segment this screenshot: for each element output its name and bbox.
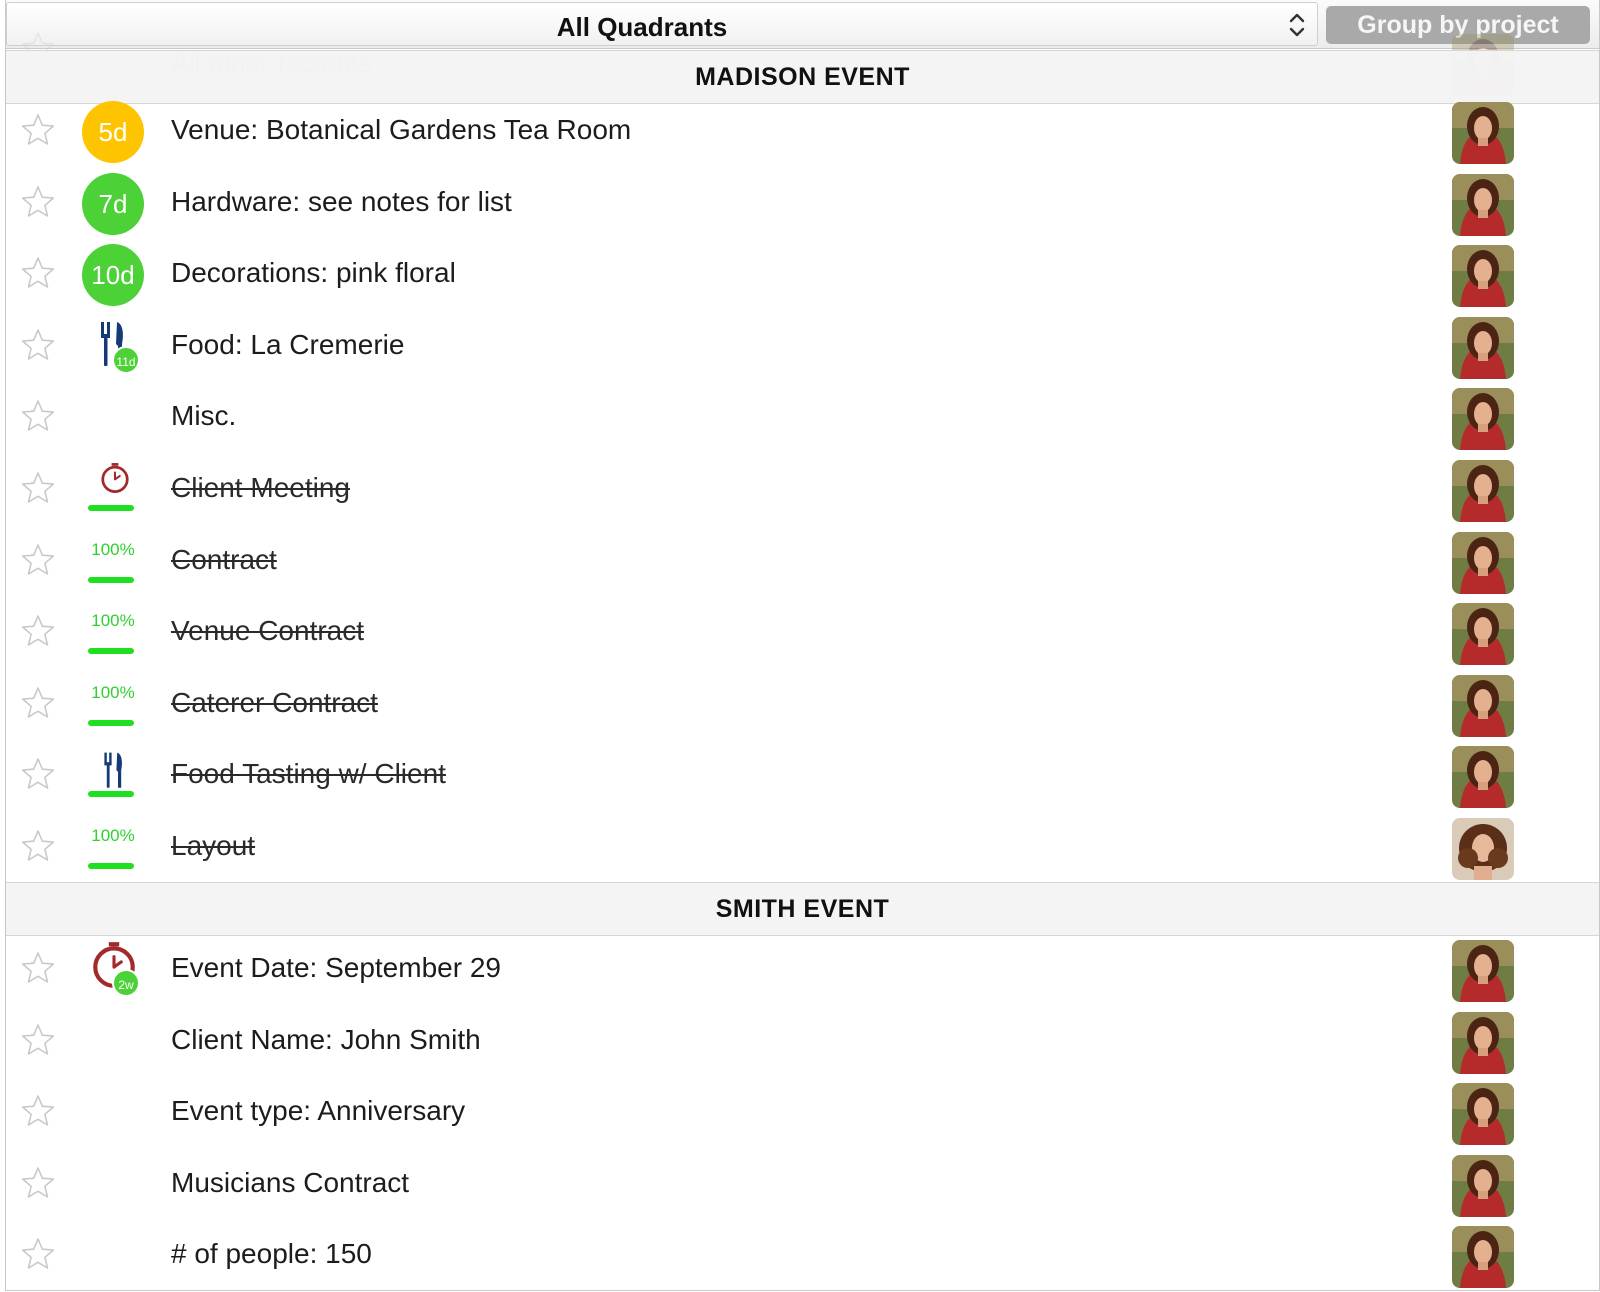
progress-bar [88, 648, 134, 654]
task-title[interactable]: Food: La Cremerie [171, 328, 405, 360]
clock-icon [98, 461, 132, 500]
task-title[interactable]: Contract [171, 543, 277, 575]
task-row[interactable] [6, 98, 1599, 171]
task-row[interactable] [6, 671, 1599, 744]
task-title[interactable]: Event Date: September 29 [171, 952, 501, 983]
quadrant-select[interactable] [6, 2, 1318, 46]
up-down-chevron-icon [1285, 9, 1309, 41]
star-icon[interactable] [20, 112, 56, 148]
group-by-project-button[interactable]: Group by project [1326, 6, 1590, 44]
toolbar [6, 0, 1599, 49]
due-weeks-mini-badge: 2w [112, 969, 140, 997]
task-row[interactable] [6, 528, 1599, 601]
assignee-avatar [1452, 174, 1514, 236]
progress-bar [88, 505, 134, 511]
percent-complete: 100% [91, 682, 135, 702]
task-title[interactable]: # of people: 150 [171, 1238, 372, 1270]
task-title[interactable]: Layout [171, 830, 256, 861]
task-title[interactable]: Caterer Contract [171, 686, 378, 718]
star-icon[interactable] [20, 327, 56, 363]
progress-bar [88, 577, 134, 583]
due-days-badge: 10d [82, 244, 144, 306]
assignee-avatar [1452, 675, 1514, 737]
assignee-avatar [1452, 460, 1514, 522]
percent-complete: 100% [91, 826, 135, 845]
star-icon[interactable] [20, 542, 56, 578]
event-date-badge [82, 939, 144, 1001]
section-header: SMITH EVENT [6, 882, 1599, 936]
food-badge [82, 745, 144, 807]
star-icon[interactable] [20, 685, 56, 721]
task-title[interactable]: Musicians Contract [171, 1166, 410, 1198]
percent-complete: 100% [91, 539, 135, 559]
star-icon[interactable] [20, 470, 56, 506]
assignee-avatar [1452, 746, 1514, 808]
task-row[interactable] [6, 384, 1599, 457]
task-list-window [5, 0, 1600, 1291]
task-row[interactable] [6, 1222, 1599, 1291]
progress-bar [88, 791, 134, 797]
utensils-icon [102, 751, 126, 796]
star-icon[interactable] [20, 828, 56, 864]
assignee-avatar [1452, 532, 1514, 594]
task-title[interactable]: Venue Contract [171, 615, 365, 647]
task-title[interactable]: Decorations: pink floral [171, 257, 456, 289]
star-icon[interactable] [20, 255, 56, 291]
due-days-badge: 5d [82, 101, 144, 163]
section-header: MADISON EVENT [6, 50, 1599, 104]
assignee-avatar [1452, 102, 1514, 164]
star-icon[interactable] [20, 1022, 56, 1058]
due-days-mini-badge: 11d [112, 346, 140, 374]
task-title[interactable]: Client Meeting [171, 472, 350, 503]
star-icon[interactable] [20, 184, 56, 220]
assignee-avatar [1452, 1226, 1514, 1288]
task-row[interactable] [6, 1008, 1599, 1081]
food-badge [82, 316, 144, 378]
task-row[interactable] [6, 742, 1599, 815]
progress-bar [88, 720, 134, 726]
task-row[interactable] [6, 599, 1599, 672]
task-title[interactable]: Venue: Botanical Gardens Tea Room [171, 114, 632, 145]
quadrant-select-label: All Quadrants [556, 12, 728, 42]
task-row[interactable] [6, 1079, 1599, 1152]
star-icon[interactable] [20, 950, 56, 986]
meeting-badge [82, 459, 144, 521]
assignee-avatar [1452, 317, 1514, 379]
star-icon[interactable] [20, 756, 56, 792]
assignee-avatar [1452, 1083, 1514, 1145]
assignee-avatar [1452, 818, 1514, 880]
star-icon[interactable] [20, 1165, 56, 1201]
assignee-avatar [1452, 245, 1514, 307]
task-row[interactable] [6, 456, 1599, 529]
task-row[interactable] [6, 313, 1599, 386]
assignee-avatar [1452, 603, 1514, 665]
star-icon[interactable] [20, 1236, 56, 1272]
task-title[interactable]: Misc. [171, 400, 237, 432]
percent-complete: 100% [91, 611, 135, 631]
task-title[interactable]: Client Name: John Smith [171, 1023, 481, 1055]
star-icon[interactable] [20, 1093, 56, 1129]
task-row[interactable] [6, 170, 1599, 243]
progress-bar [88, 863, 134, 869]
task-row[interactable] [6, 1151, 1599, 1224]
assignee-avatar [1452, 940, 1514, 1002]
task-title[interactable]: Food Tasting w/ Client [171, 758, 446, 790]
task-row[interactable] [6, 814, 1599, 887]
task-row[interactable] [6, 936, 1599, 1009]
assignee-avatar [1452, 1155, 1514, 1217]
assignee-avatar [1452, 1012, 1514, 1074]
star-icon[interactable] [20, 398, 56, 434]
star-icon[interactable] [20, 613, 56, 649]
due-days-badge: 7d [82, 173, 144, 235]
task-row[interactable] [6, 241, 1599, 314]
assignee-avatar [1452, 388, 1514, 450]
task-title[interactable]: Event type: Anniversary [171, 1095, 466, 1127]
task-title[interactable]: Hardware: see notes for list [171, 185, 512, 217]
